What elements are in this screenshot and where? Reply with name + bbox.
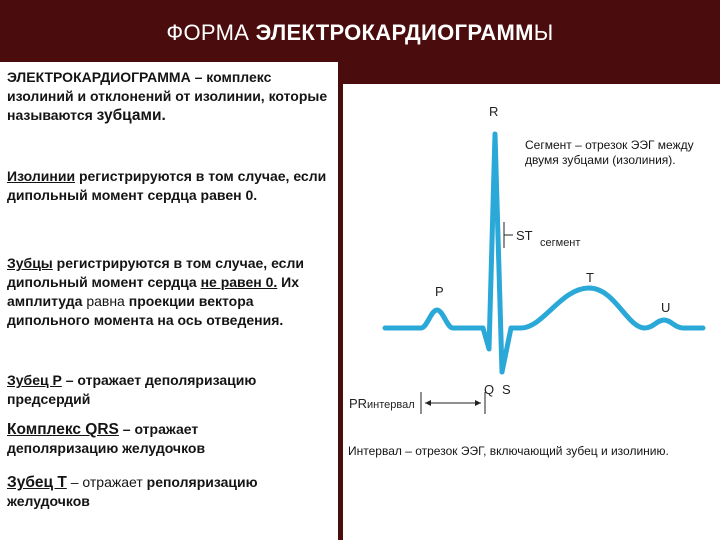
label-p: P (435, 284, 444, 299)
waves-paragraph (7, 254, 333, 330)
label-pr: PR (349, 396, 368, 411)
t-wave-text-b: реполяризацию желудочков (7, 474, 258, 509)
waves-text-d: равна (86, 293, 125, 309)
label-st-segment: сегмент (540, 237, 581, 249)
label-q: Q (484, 382, 495, 397)
waves-text-e: проекции вектора дипольного момента на ось отведения. (7, 293, 284, 328)
t-wave-text-a: – отражает (70, 474, 143, 490)
waves-text-a: регистрируются в том случае, если дипольный момент сердца (7, 255, 304, 290)
title-suffix: Ы (533, 20, 554, 45)
ecg-definition (7, 68, 333, 125)
qrs-text-b: деполяризацию желудочков (7, 440, 206, 456)
t-wave-paragraph (7, 473, 333, 511)
pr-arrow-left (425, 400, 431, 406)
p-wave-term: Зубец Р (7, 372, 62, 388)
p-wave-paragraph (7, 371, 333, 409)
segment-note: Сегмент – отрезок ЭЭГ между двумя зубцами (изолиния). (525, 138, 694, 167)
label-pr-interval: интервал (367, 399, 415, 411)
p-wave-text: – отражает деполяризацию предсердий (7, 372, 257, 407)
isolines-paragraph (7, 167, 333, 205)
page-title (0, 20, 720, 46)
title-prefix: ФОРМА (166, 20, 256, 45)
ecg-definition-text: ЭЛЕКТРОКАРДИОГРАММА – комплекс изолиний и отклонений от изолинии, которые называются (7, 69, 328, 123)
ecg-trace (385, 134, 703, 372)
waves-text-c: Их амплитуда (7, 274, 300, 309)
waves-text-b: не равен 0. (200, 274, 278, 290)
waves-term: Зубцы (7, 255, 53, 271)
isolines-term: Изолинии (7, 168, 76, 184)
isolines-text: регистрируются в том случае, если дипольный момент сердца равен 0. (7, 168, 327, 203)
label-st: ST (516, 228, 533, 243)
interval-note: Интервал – отрезок ЭЭГ, включающий зубец и изолинию. (348, 444, 669, 458)
label-s: S (502, 382, 511, 397)
t-wave-term: Зубец Т (7, 474, 67, 491)
ecg-definition-term: зубцами. (96, 107, 166, 124)
text-panel (0, 62, 338, 540)
title-main: ЭЛЕКТРОКАРДИОГРАММ (255, 20, 534, 45)
pr-arrow-right (475, 400, 481, 406)
qrs-paragraph (7, 420, 333, 458)
qrs-term: Комплекс QRS (7, 421, 119, 438)
label-r: R (489, 104, 499, 119)
label-u: U (661, 300, 671, 315)
label-t: T (586, 270, 594, 285)
qrs-text-a: – отражает (122, 421, 199, 437)
